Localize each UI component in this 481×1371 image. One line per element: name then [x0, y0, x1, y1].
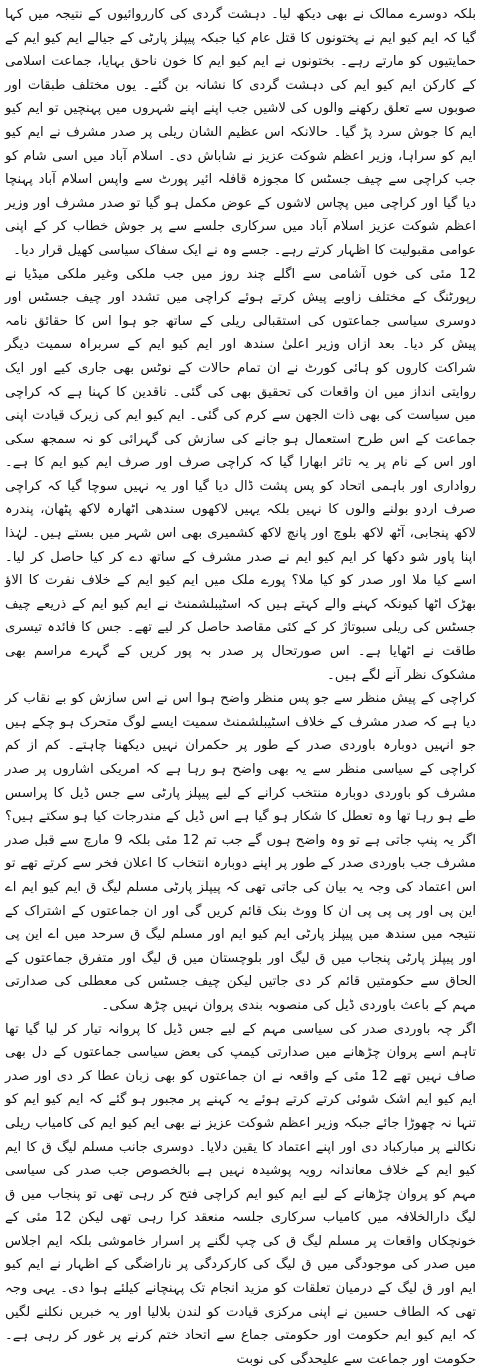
article-paragraph-1: بلکہ دوسرے ممالک نے بھی دیکھ لیا۔ دہشت گردی کی کارروائیوں کے نتیجہ میں کہا گیا کہ ایم کیو ایم نے پختونوں کا قتل عام کیا جبکہ پیپلز پارٹی کے جیالے ایم کیو ایم کے حمایتیوں کو مارتے رہے۔ بختونوں نے ایم کیو ایم کا خون ناحق بہایا، جماعت اسلامی کے کارکن ایم کیو ایم کی دہشت گردی کا نشانہ بن گئے۔ یوں مختلف طبقات اور صوبوں سے تعلق رکھنے والوں کی لاشیں جب اپنے اپنے شہروں میں پہنچیں تو ایم کیو ایم کا جوش سرد پڑ گیا۔ حالانکہ اس عظیم الشان ریلی پر صدر مشرف نے ایم کیو ایم کو سراہا، وزیر اعظم شوکت عزیز نے شاباش دی۔ اسلام آباد میں اسی شام کو جب کراچی سے چیف جسٹس کا مجوزہ قافلہ ائیر پورٹ سے واپس اسلام آباد پہنچا دیا گیا اور کراچی میں پچاس لاشوں کے عوض مکمل ہو گیا تو صدر مشرف اور وزیر اعظم شوکت عزیز اسلام آباد میں سرکاری جلسے سے پر جوش خطاب کر کے اپنی عوامی مقبولیت کا اظہار کرتے رہے۔ جسے وہ نے ایک سفاک سیاسی کھیل قرار دیا۔ [5, 7, 476, 258]
article-paragraph-2: 12 مئی کی خوں آشامی سے اگلے چند روز میں جب ملکی وغیر ملکی میڈیا نے رپورٹنگ کے مختلف زاویے پیش کرتے ہوئے کراچی میں تشدد اور چیف جسٹس اور دوسری سیاسی جماعتوں کی استقبالی ریلی کے ساتھ جو ہوا اس کا حقائق نامہ پیش کر دیا۔ بعد ازاں وزیر اعلیٰ سندھ اور ایم کیو ایم کے سربراہ سمیت دیگر شراکت کاروں کو ہائی کورٹ نے ان تمام حالات کے نوٹس بھی جاری کیے اور ایک روایتی انداز میں ان واقعات کی تحقیق بھی کی گئی۔ ناقدین کا کہنا ہے کہ کراچی میں سیاست کی بھی ذات الجھن سے کرم کی گئی۔ ایم کیو ایم کی زیرک قیادت اپنی جماعت کے اس طرح استعمال ہو جانے کی سازش کی گہرائی کو نہ سمجھ سکی اور اس کے نام پر یہ تاثر ابھارا گیا کہ کراچی صرف اور صرف ایم کیو ایم کا ہے۔ رواداری اور باہمی اتحاد کو پس پشت ڈال دیا گیا اور یہ نہیں سوچا گیا کہ کراچی صرف اردو بولنے والوں کا نہیں بلکہ یہیں لاکھوں سندھی اٹھارہ لاکھ پٹھان، پندرہ لاکھ پنجابی، آٹھ لاکھ بلوچ اور پانچ لاکھ کشمیری بھی اس شہر میں بستے ہیں۔ لہٰذا اپنا پاور شو دکھا کر ایم کیو ایم نے صدر مشرف کے ساتھ دے کر کیا حاصل کر لیا۔ اسے کیا ملا اور صدر کو کیا ملا؟ پورے ملک میں ایم کیو ایم کے خلاف نفرت کا الاؤ بھڑک اٹھا کیونکہ کہنے والے کہتے ہیں کہ اسٹیبلشمنٹ نے ایم کیو ایم کے ذریعے چیف جسٹس کی ریلی سبوتاژ کر کے کئی مقاصد حاصل کر لیے تھے۔ جس کا فائدہ تیسری طاقت نے اٹھایا ہے۔ اس صورتحال پر صدر بہ پور کریں کے گہرے مراسم بھی مشکوک نظر آنے لگے ہیں۔ [5, 266, 476, 683]
article-paragraph-3: کراچی کے پیش منظر سے جو پس منظر واضح ہوا اس نے اس سازش کو بے نقاب کر دیا ہے کہ صدر مشرف کے خلاف اسٹیبلشمنٹ سمیت ایسے لوگ متحرک ہو چکے ہیں جو انہیں دوبارہ باوردی صدر کے طور پر حکمران نہیں دیکھنا چاہتے۔ کم از کم کراچی کے سیاسی منظر سے یہ بھی واضح ہو رہا ہے کہ امریکی اشاروں پر صدر مشرف کو باوردی دوبارہ منتخب کرانے کے لیے پیپلز پارٹی سے جس ڈیل کا پراسس طے ہو رہا تھا وہ تعطل کا شکار ہو گیا ہے اس ڈیل کے مندرجات کیا ہو سکتے ہیں؟ اگر یہ پنپ جاتی ہے تو وہ واضح ہوں گے جب تم 12 مئی بلکہ 9 مارچ سے قبل صدر مشرف جب باوردی صدر کے طور پر اپنے دوبارہ انتخاب کا اعلان فخر سے کرتے تھے تو اس اعتماد کی وجہ یہ بیان کی جاتی تھی کہ پیپلز پارٹی مسلم لیگ ق ایم کیو ایم اے این پی اور پی پی پی ان کا ووٹ بنک قائم کریں گی اور ان جماعتوں کے اشتراک کے نتیجہ میں سندھ میں پیپلز پارٹی ایم کیو ایم اور مسلم لیگ ق سرحد میں اے این پی اور پیپلز پارٹی پنجاب میں ق لیگ اور بلوچستان میں ق لیگ اور متفرق جماعتوں کے الحاق سے حکومتیں قائم کر دی جاتیں لیکن چیف جسٹس کی معطلی کی صدارتی مہم کے باعث باوردی ڈیل کی منصوبہ بندی پروان نہیں چڑھ سکی۔ [5, 691, 476, 1013]
article-paragraph-4: اگر چہ باوردی صدر کی سیاسی مہم کے لیے جس ڈیل کا پروانہ تیار کر لیا گیا تھا تاہم اسے پروان چڑھانے میں صدارتی کیمپ کی بعض سیاسی جماعتوں کے دل بھی صاف نہیں تھے 12 مئی کے واقعہ نے ان جماعتوں کو بھی زبان عطا کر دی اور صدر ایم کیو ایم اشک شوئی کرتے کرتے ہوئے یہ کہنے پر مجبور ہو گئے کہ ایم کیو ایم کو تنہا نہ چھوڑا جائے جبکہ وزیر اعظم شوکت عزیز نے بھی ایم کیو ایم کی کامیاب ریلی نکالنے پر مبارکباد دی اور اپنے اعتماد کا یقین دلایا۔ دوسری جانب مسلم لیگ ق کا ایم کیو ایم کے خلاف معاندانہ رویہ پوشیدہ نہیں ہے بالخصوص جب صدر کی سیاسی مہم کو پروان چڑھانے کے لیے ایم کیو ایم کراچی فتح کر رہی تھی تو پنجاب میں ق لیگ دارالخلافہ میں کامیاب سرکاری جلسہ منعقد کرا رہی تھی لیکن 12 مئی کے خونچکاں واقعات پر مسلم لیگ ق کی چپ لگنے پر اسرار خاموشی بلکہ ایم اجلاس میں صدر کی موجودگی میں ق لیگ کی کارکردگی پر ناراضگی کے اظہار نے ایم کیو ایم اور ق لیگ کے درمیان تعلقات کو مزید انجام تک پہنچانے کیلئے ہوا دی۔ یہی وجہ تھی کہ الطاف حسین نے اپنی مرکزی قیادت کو لندن بلالیا اور یہ خبریں نکلنے لگیں کہ ایم کیو ایم حکومت اور حکومتی جماع سے اتحاد ختم کرنے پر غور کر رہی ہے۔ حکومت اور جماعت سے علیحدگی کی نوبت [5, 1021, 476, 1367]
